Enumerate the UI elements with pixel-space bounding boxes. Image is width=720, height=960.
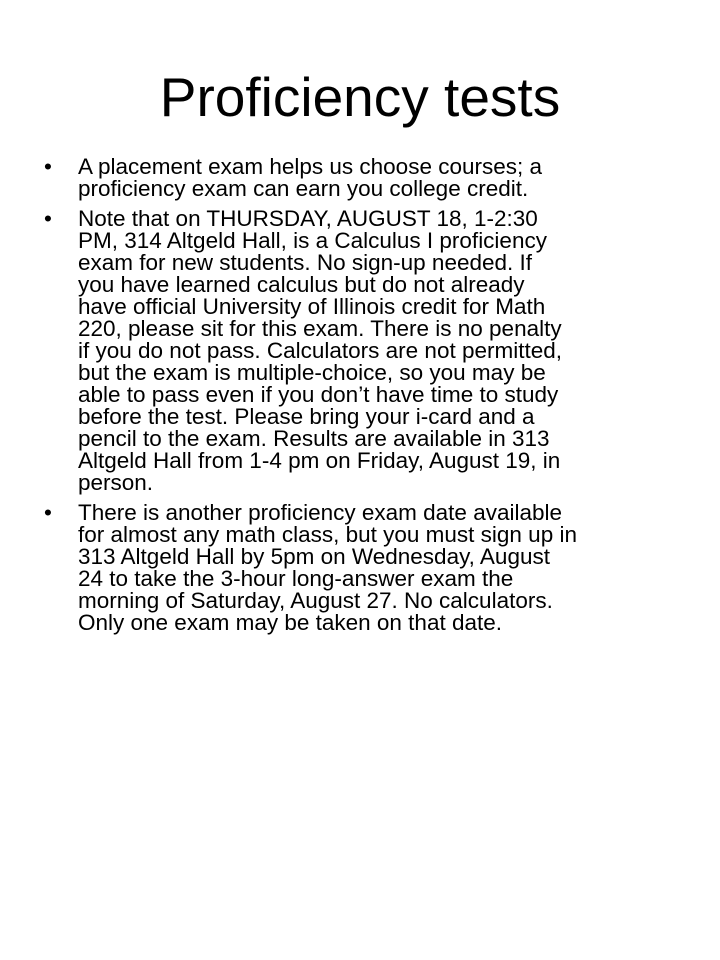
bullet-text-line: you have learned calculus but do not already [78,272,525,297]
bullet-dot-icon: • [44,154,52,179]
bullet-text-line: pencil to the exam. Results are available in 313 [78,426,550,451]
bullet-text-line: morning of Saturday, August 27. No calculators. [78,588,553,613]
bullet-item-placement [38,156,678,200]
bullet-text-line: proficiency exam can earn you college credit. [78,176,529,201]
bullet-text-line: Altgeld Hall from 1-4 pm on Friday, August 19, in [78,448,561,473]
bullet-text-line: A placement exam helps us choose courses; a [78,154,543,179]
bullet-text-line: able to pass even if you don’t have time to study [78,382,559,407]
bullet-item-calculus-exam [38,208,678,494]
bullet-text-line: Note that on THURSDAY, AUGUST 18, 1-2:30 [78,206,538,231]
bullet-text-line: There is another proficiency exam date available [78,500,563,525]
bullet-text-line: for almost any math class, but you must sign up in [78,522,577,547]
bullet-text-line: have official University of Illinois credit for Math [78,294,546,319]
bullet-text-line: Only one exam may be taken on that date. [78,610,503,635]
bullet-text-line: exam for new students. No sign-up needed. If [78,250,533,275]
bullet-dot-icon: • [44,500,52,525]
slide-title: Proficiency tests [159,66,561,128]
bullet-text-line: if you do not pass. Calculators are not permitted, [78,338,563,363]
bullet-text-line: person. [78,470,154,495]
bullet-text-line: PM, 314 Altgeld Hall, is a Calculus I proficiency [78,228,547,253]
bullet-dot-icon: • [44,206,52,231]
bullet-text-line: but the exam is multiple-choice, so you may be [78,360,546,385]
bullet-text-line: 24 to take the 3-hour long-answer exam the [78,566,514,591]
bullet-text-line: 220, please sit for this exam. There is no penalty [78,316,562,341]
bullet-text-line: before the test. Please bring your i-card and a [78,404,535,429]
bullet-list [38,156,678,642]
bullet-text-line: 313 Altgeld Hall by 5pm on Wednesday, August [78,544,550,569]
bullet-item-other-exam-date [38,502,678,634]
